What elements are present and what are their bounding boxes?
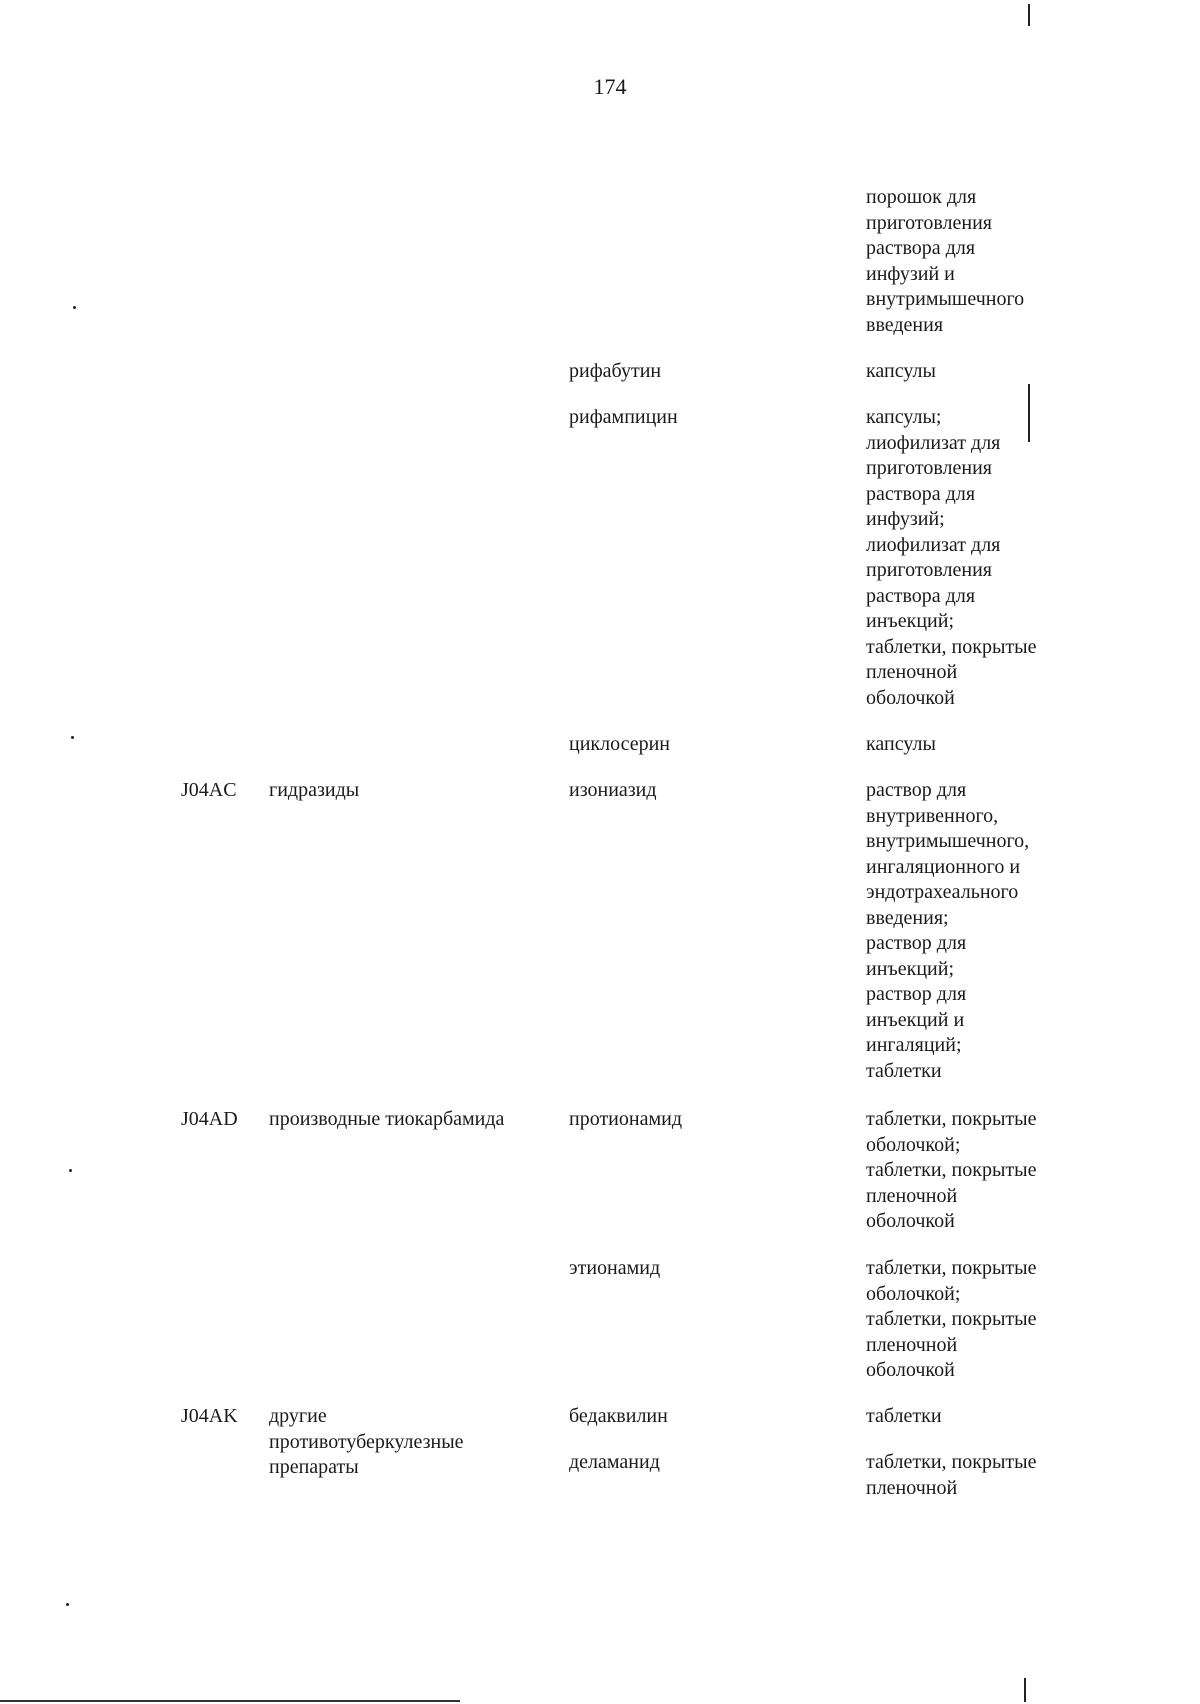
text-line: раствор для: [866, 983, 967, 1005]
text-line: приготовления: [866, 211, 992, 234]
atc-group: [269, 1107, 504, 1133]
scan-speck: [69, 1169, 72, 1172]
text-line: таблетки, покрытые: [866, 1159, 1037, 1181]
text-line: этионамид: [569, 1257, 661, 1279]
text-line: оболочкой;: [866, 1133, 961, 1156]
text-line: таблетки, покрытые: [866, 1257, 1037, 1279]
dosage-form: [866, 1450, 1036, 1501]
text-line: капсулы;: [866, 406, 942, 428]
drug-name: [569, 1107, 682, 1133]
text-line: оболочкой: [866, 1359, 955, 1381]
text-line: инъекций и: [866, 1008, 965, 1031]
bottom-rule: [0, 1700, 460, 1702]
drug-name: [569, 405, 678, 431]
text-line: бедаквилин: [569, 1405, 668, 1427]
text-line: раствора для: [866, 584, 976, 607]
text-line: лиофилизат для: [866, 533, 1001, 556]
text-line: рифабутин: [569, 360, 662, 382]
text-line: внутримышечного: [866, 288, 1025, 310]
scan-speck: [71, 736, 74, 739]
text-line: раствор для: [866, 932, 967, 954]
text-line: гидразиды: [269, 779, 360, 801]
text-line: внутривенного,: [866, 804, 999, 827]
drug-name: [569, 732, 670, 758]
text-line: ингаляционного и: [866, 855, 1021, 878]
text-line: оболочкой: [866, 1210, 955, 1232]
dosage-form: [866, 1404, 942, 1430]
text-line: таблетки, покрытые: [866, 635, 1037, 658]
text-line: приготовления: [866, 559, 992, 581]
atc-group: [269, 1404, 464, 1481]
text-line: инъекций;: [866, 957, 955, 980]
text-line: инъекций;: [866, 610, 955, 632]
scan-speck: [66, 1603, 69, 1606]
atc-group: [269, 778, 359, 804]
scan-speck: [73, 306, 76, 309]
text-line: раствора для: [866, 482, 976, 505]
scan-mark: [1028, 4, 1030, 26]
text-line: введения;: [866, 906, 949, 929]
drug-name: [569, 359, 661, 385]
page-number: 174: [593, 74, 627, 99]
atc-code: J04AK: [181, 1405, 238, 1427]
text-line: раствора для: [866, 237, 976, 259]
text-line: таблетки: [866, 1059, 942, 1082]
text-line: оболочкой: [866, 686, 955, 709]
text-line: капсулы: [866, 733, 936, 755]
text-line: внутримышечного,: [866, 830, 1030, 852]
text-line: пленочной: [866, 1184, 958, 1207]
text-line: циклосерин: [569, 733, 671, 755]
text-line: противотуберкулезные: [269, 1430, 464, 1453]
scan-mark: [1024, 1678, 1026, 1702]
text-line: протионамид: [569, 1108, 682, 1130]
dosage-form: [866, 185, 1024, 338]
dosage-form: [866, 732, 936, 758]
text-line: производные тиокарбамида: [269, 1108, 505, 1130]
text-line: оболочкой;: [866, 1282, 961, 1305]
drug-name: [569, 778, 657, 804]
dosage-form: [866, 1107, 1036, 1235]
text-line: пленочной: [866, 1333, 958, 1356]
dosage-form: [866, 359, 936, 385]
drug-name: [569, 1404, 668, 1430]
text-line: пленочной: [866, 1476, 958, 1499]
text-line: рифампицин: [569, 406, 678, 428]
text-line: таблетки, покрытые: [866, 1108, 1037, 1130]
text-line: деламанид: [569, 1451, 660, 1473]
drug-name: [569, 1450, 660, 1476]
text-line: порошок для: [866, 186, 977, 208]
text-line: таблетки, покрытые: [866, 1308, 1037, 1330]
atc-code: J04AC: [181, 779, 237, 801]
drug-name: [569, 1256, 660, 1282]
dosage-form: [866, 405, 1036, 711]
text-line: введения: [866, 313, 944, 336]
text-line: инфузий;: [866, 508, 945, 530]
text-line: изониазид: [569, 779, 657, 801]
dosage-form: [866, 1256, 1036, 1384]
atc-code: J04AD: [181, 1108, 238, 1130]
text-line: таблетки: [866, 1405, 942, 1427]
text-line: пленочной: [866, 661, 958, 683]
text-line: раствор для: [866, 779, 967, 801]
dosage-form: [866, 778, 1029, 1084]
text-line: инфузий и: [866, 262, 955, 285]
text-line: лиофилизат для: [866, 431, 1001, 454]
text-line: эндотрахеального: [866, 881, 1019, 903]
scan-mark: [1028, 384, 1030, 442]
text-line: препараты: [269, 1456, 359, 1478]
text-line: капсулы: [866, 360, 936, 382]
text-line: ингаляций;: [866, 1034, 962, 1056]
text-line: таблетки, покрытые: [866, 1451, 1037, 1473]
text-line: другие: [269, 1405, 327, 1427]
text-line: приготовления: [866, 457, 992, 479]
